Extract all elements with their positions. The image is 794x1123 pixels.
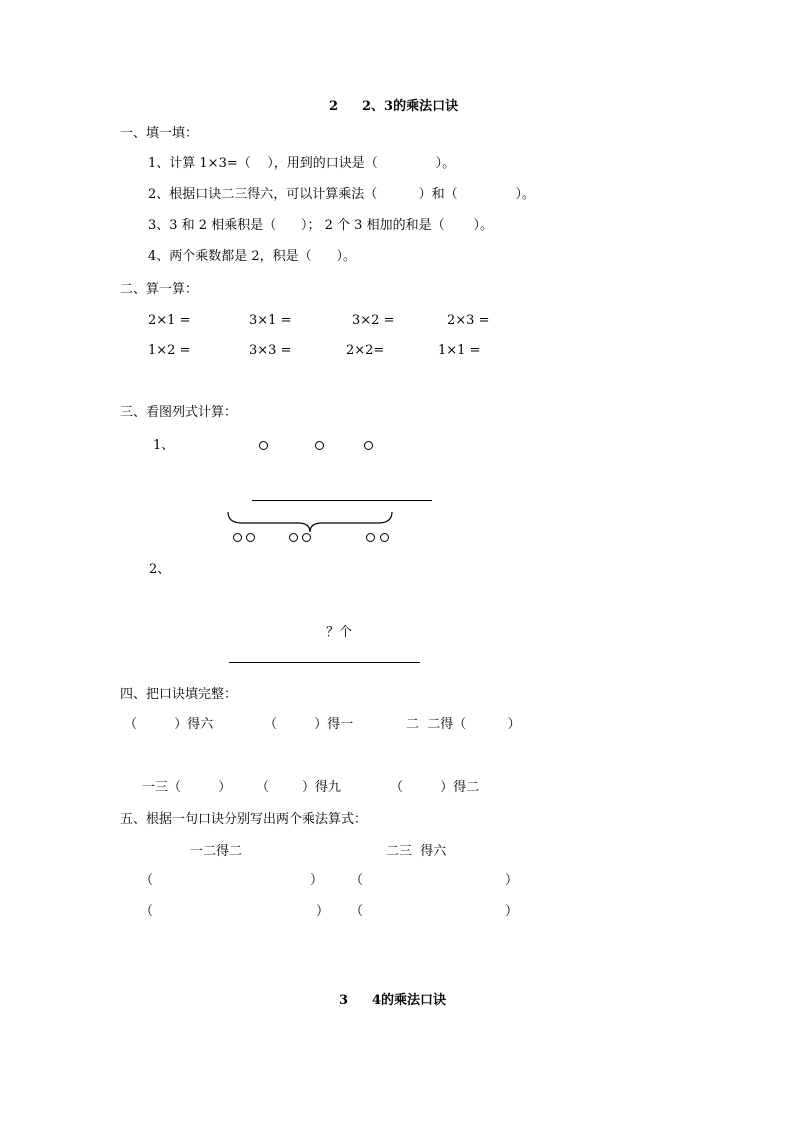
rhyme-text: 二三 得六 [386, 844, 447, 859]
calc-item: 3×2 = [352, 313, 395, 328]
answer-bracket: （ [140, 873, 154, 888]
question-4: 4、两个乘数都是 2，积是（ ）。 [148, 249, 356, 264]
section-title: 4的乘法口诀 [372, 993, 447, 1008]
circle-shape [380, 533, 389, 542]
circle-shape [366, 533, 375, 542]
section-3-heading: 三、看图列式计算： [120, 405, 238, 420]
section-5-heading: 五、根据一句口诀分别写出两个乘法算式： [120, 812, 368, 827]
rhyme-text: 一二得二 [190, 844, 243, 859]
question-mark-label: ？个 [326, 625, 353, 640]
rhyme-blank: （ ）得一 [264, 717, 354, 732]
circle-shape [364, 441, 373, 450]
circle-shape [289, 533, 298, 542]
rhyme-blank: （ ）得二 [390, 780, 480, 795]
circle-shape [259, 441, 268, 450]
circle-shape [246, 533, 255, 542]
answer-bracket: ） [505, 873, 519, 888]
answer-bracket: ） [505, 904, 519, 919]
calc-item: 2×2= [346, 343, 385, 358]
rhyme-blank: （ ）得九 [256, 780, 342, 795]
picture-problem-1-label: 1、 [153, 438, 175, 453]
calc-item: 3×1 = [249, 313, 292, 328]
answer-bracket: （ [140, 904, 154, 919]
rhyme-blank: 一三（ ） [142, 780, 232, 795]
section-1-heading: 一、填一填： [120, 126, 199, 141]
section-title-number: 3 [339, 993, 349, 1008]
question-1: 1、计算 1×3=（ ），用到的口诀是（ ）。 [148, 156, 456, 171]
calc-item: 1×1 = [438, 343, 481, 358]
answer-bracket: ） [310, 873, 324, 888]
circle-shape [315, 441, 324, 450]
answer-bracket: （ [350, 873, 364, 888]
picture-problem-2-label: 2、 [149, 562, 171, 577]
section-4-heading: 四、把口诀填完整： [120, 687, 238, 702]
section-2-heading: 二、算一算： [120, 282, 199, 297]
question-2: 2、根据口诀二三得六，可以计算乘法（ ）和（ ）。 [148, 187, 535, 202]
curly-brace-shape [226, 510, 394, 534]
calc-item: 1×2 = [148, 343, 191, 358]
calc-item: 2×3 = [447, 313, 490, 328]
calc-item: 2×1 = [148, 313, 191, 328]
answer-bracket: ） [316, 904, 330, 919]
page-title: 2、3的乘法口诀 [362, 99, 459, 114]
answer-line [252, 500, 432, 501]
answer-bracket: （ [350, 904, 364, 919]
title-number: 2 [329, 99, 339, 114]
rhyme-blank: 二 二得（ ） [406, 717, 521, 732]
circle-shape [233, 533, 242, 542]
circle-shape [302, 533, 311, 542]
calc-item: 3×3 = [249, 343, 292, 358]
question-3: 3、3 和 2 相乘积是（ ）； 2 个 3 相加的和是（ ）。 [148, 218, 494, 233]
rhyme-blank: （ ）得六 [124, 717, 214, 732]
answer-line [229, 662, 420, 663]
